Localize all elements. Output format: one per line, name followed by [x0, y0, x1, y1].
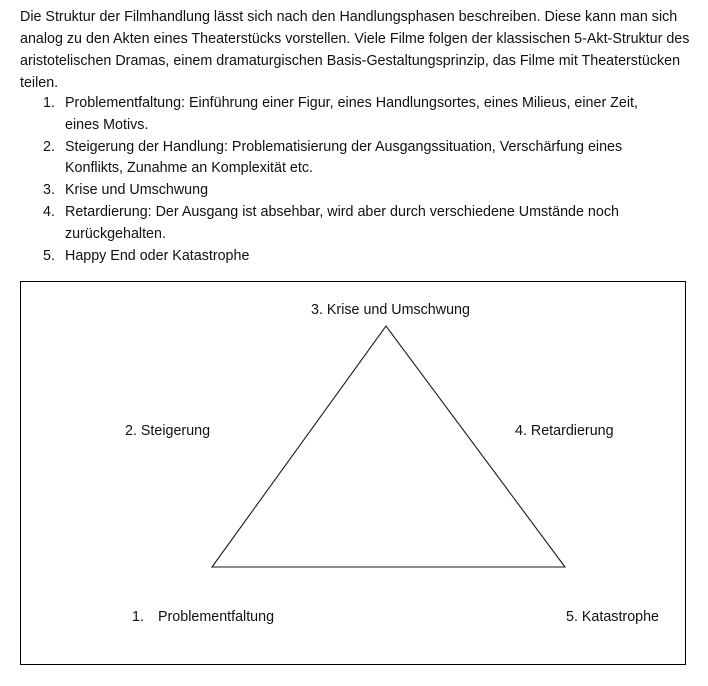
diagram-label-katastrophe: 5. Katastrophe: [566, 609, 659, 625]
triangle-outline: [212, 326, 565, 567]
list-item: [0, 137, 672, 180]
diagram-label-problementfaltung-text: Problementfaltung: [158, 609, 275, 625]
list-item-label: Happy End oder Katastrophe: [65, 247, 250, 264]
diagram-label-problementfaltung: [132, 608, 274, 626]
intro-paragraph: Die Struktur der Filmhandlung lässt sich nach den Handlungsphasen beschreiben. Diese kann man sich analog zu den Akten eines Theaterstücks vorstellen. Viele Filme folgen der klassischen 5-Akt-Struktur des aristotelischen Dramas, einem dramaturgischen Basis-Gestaltungsprinzip, das Filme mit Theaterstücken teilen.: [20, 9, 690, 91]
list-item-label: Krise und Umschwung: [65, 182, 209, 198]
diagram-frame: [20, 281, 686, 665]
list-item-label: Retardierung: Der Ausgang ist absehbar, wird aber durch verschiedene Umstände noch zurückgehalten.: [65, 204, 619, 242]
list-item-marker: 3.: [43, 182, 55, 198]
list-item-label: Problementfaltung: Einführung einer Figur, eines Handlungsortes, eines Milieus, einer Zeit, eines Motivs.: [65, 95, 638, 133]
phase-list: [0, 93, 672, 268]
list-item: [0, 202, 672, 245]
list-item-marker: 1.: [43, 95, 55, 111]
list-item-marker: 4.: [43, 204, 55, 220]
diagram-label-krise-und-umschwung: 3. Krise und Umschwung: [311, 302, 470, 318]
list-item-marker: 2.: [43, 138, 55, 155]
diagram-label-problementfaltung-number: 1.: [132, 609, 144, 625]
list-item: [0, 180, 672, 202]
list-item: [0, 93, 672, 136]
diagram-label-steigerung: 2. Steigerung: [125, 423, 211, 439]
list-item-label: Steigerung der Handlung: Problematisierung der Ausgangssituation, Verschärfung eines Konflikts, Zunahme an Komplexität etc.: [65, 138, 623, 176]
list-item-marker: 5.: [43, 247, 55, 264]
list-item: [0, 246, 672, 268]
diagram-label-retardierung: 4. Retardierung: [515, 423, 614, 439]
